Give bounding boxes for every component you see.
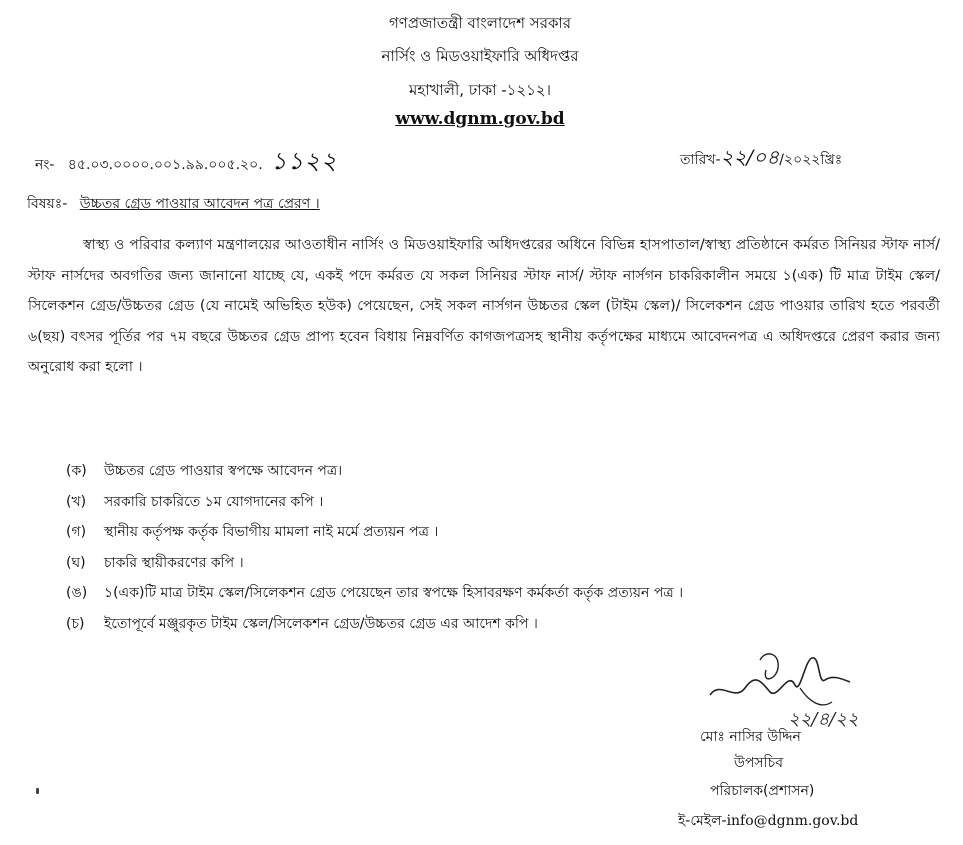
body-paragraph: স্বাস্থ্য ও পরিবার কল্যাণ মন্ত্রণালয়ের আওতাধীন নার্সিং ও মিডওয়াইফারি অধিদপ্তরের অধিনে বিভিন্ন হাসপাতাল/স্বাস্থ্য প্রতিষ্ঠানে কর্মরত সিনিয়র স্টাফ নার্স/ স্টাফ নার্সদের অবগতির জন্য জানানো যাচ্ছে যে, একই পদে কর্মরত যে সকল সিনিয়র স্টাফ নার্স/ স্টাফ নার্সগন চাকরিকালীন সময়ে ১(এক) টি মাত্র টাইম স্কেল/সিলেকশন গ্রেড/উচ্চতর গ্রেড (যে নামেই অভিহিত হউক) পেয়েছেন, সেই সকল নার্সগন উচ্চতর স্কেল (টাইম স্কেল)/ সিলেকশন গ্রেড পাওয়ার তারিখ হতে পরবর্তী ৬(ছয়) বৎসর পূর্তির পর ৭ম বছরে উচ্চতর গ্রেড প্রাপ্য হবেন বিধায় নিম্নবর্ণিত কাগজপত্রসহ স্থানীয় কর্তৃপক্ষের মাধ্যমে আবেদনপত্র এ অধিদপ্তরে প্রেরণ করার জন্য অনুরোধ করা হলো । [28,237,940,375]
list-item [66,517,946,548]
subject-text: উচ্চতর গ্রেড পাওয়ার আবেদন পত্র প্রেরণ । [79,196,320,212]
item-text: চাকরি স্থায়ীকরণের কপি । [104,554,244,571]
header-address: মহাখালী, ঢাকা -১২১২। [409,81,551,99]
item-text: সরকারি চাকরিতে ১ম যোগদানের কপি । [104,493,324,510]
scan-speck [36,788,39,794]
list-item [66,609,946,640]
subject-label: বিষয়ঃ- [27,196,68,212]
date-label: তারিখ- [680,152,721,168]
email-label: ই-মেইল- [678,813,727,829]
attachments-list [66,456,946,639]
item-text: ইতোপূর্বে মঞ্জুরকৃত টাইম স্কেল/সিলেকশন গ্রেড/উচ্চতর গ্রেড এর আদেশ কপি । [104,615,538,632]
item-mark: (গ) [66,524,87,540]
reference-handwritten: ১১২২ [271,147,338,175]
signatory-name: মোঃ নাসির উদ্দিন [700,729,801,745]
list-item [66,548,946,579]
item-text: ১(এক)টি মাত্র টাইম স্কেল/সিলেকশন গ্রেড পেয়েছেন তার স্বপক্ষে হিসাবরক্ষণ কর্মকর্তা কর্তৃক প্রত্যয়ন পত্র । [104,585,684,601]
handwritten-signature [700,640,870,735]
reference-printed: ৪৫.০৩.০০০০.০০১.৯৯.০০৫.২০. [67,157,263,173]
signature-date: ২২/৪/২২ [788,709,859,730]
list-item [66,578,946,609]
header-website[interactable]: www.dgnm.gov.bd [395,109,565,129]
item-mark: (ঙ) [66,585,88,601]
reference-number [35,143,338,183]
date-handwritten: ২২/০৪ [720,145,780,169]
signatory-email [678,809,858,833]
reference-label: নং- [35,157,55,173]
email-address[interactable]: info@dgnm.gov.bd [726,813,859,829]
list-item [66,456,946,487]
subject-line [27,192,320,216]
letter-date [680,143,842,176]
list-item [66,487,946,518]
signatory-role: পরিচালক(প্রশাসন) [710,783,815,799]
signatory-designation: উপসচিব [734,755,784,771]
item-mark: (চ) [66,615,85,632]
header-directorate: নার্সিং ও মিডওয়াইফারি অধিদপ্তর [381,47,579,65]
item-mark: (ঘ) [66,554,86,571]
item-text: উচ্চতর গ্রেড পাওয়ার স্বপক্ষে আবেদন পত্র। [104,463,343,479]
header-government: গণপ্রজাতন্ত্রী বাংলাদেশ সরকার [388,14,572,32]
item-mark: (ক) [66,463,87,479]
date-printed: /২০২২খ্রিঃ [779,152,843,168]
item-text: স্থানীয় কর্তৃপক্ষ কর্তৃক বিভাগীয় মামলা নাই মর্মে প্রত্যয়ন পত্র । [104,524,439,540]
item-mark: (খ) [66,493,87,510]
